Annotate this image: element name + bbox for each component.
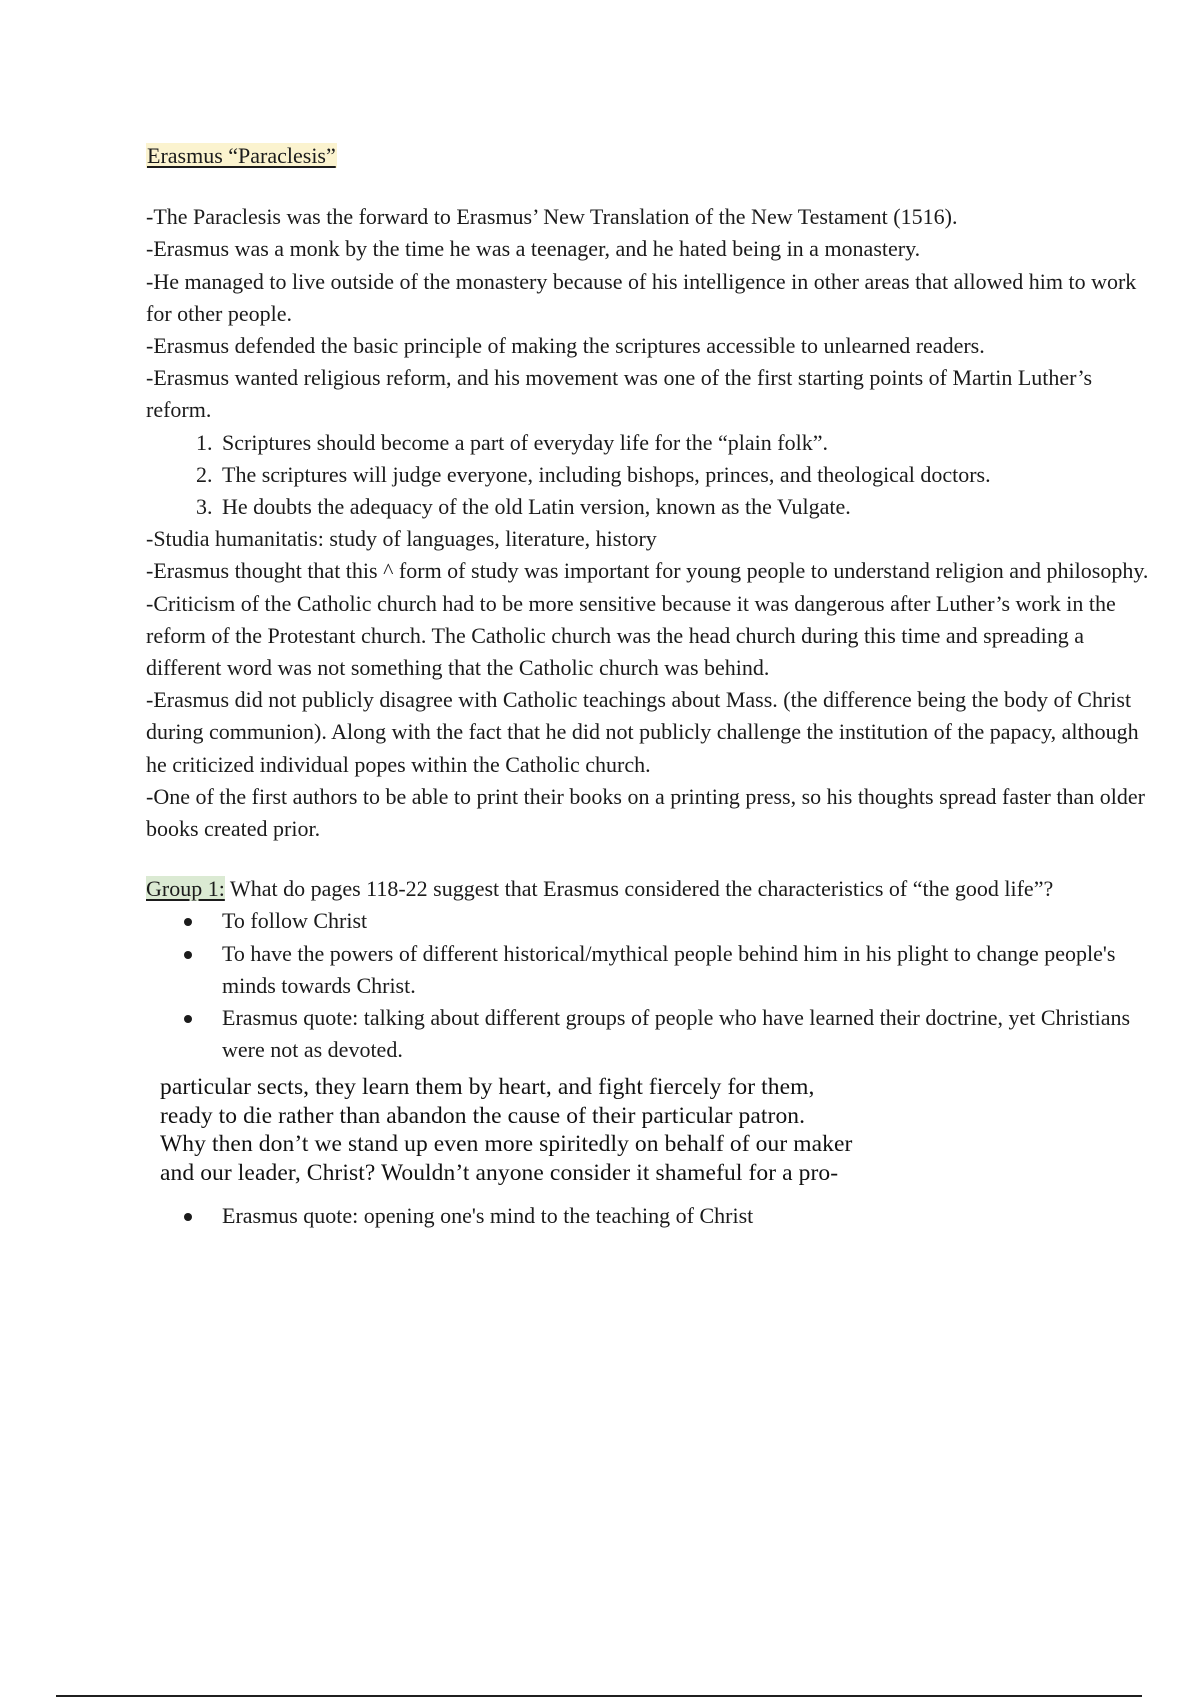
group-question [146,873,1156,905]
numbered-list-item: 2. The scriptures will judge everyone, including bishops, princes, and theological doctors. [218,459,1156,491]
page-bottom-divider [56,1695,1142,1697]
quote-line: ready to die rather than abandon the cause of their particular patron. [160,1102,806,1129]
bullet-item: Erasmus quote: opening one's mind to the teaching of Christ [218,1200,1156,1232]
note-line: -He managed to live outside of the monastery because of his intelligence in other areas that allowed him to work for other people. [146,268,1137,326]
note-line: -Erasmus defended the basic principle of making the scriptures accessible to unlearned readers. [146,333,985,359]
group-bullet-list [146,905,1156,1066]
note-line: -Erasmus was a monk by the time he was a teenager, and he hated being in a monastery. [146,236,921,262]
numbered-list [146,427,1156,524]
quote-excerpt-image [160,1073,880,1190]
group-bullet-list-continued [146,1200,1156,1232]
document-page [146,140,1156,1233]
quote-line: particular sects, they learn them by heart, and fight fiercely for them, [160,1074,815,1101]
note-line: -Erasmus did not publicly disagree with Catholic teachings about Mass. (the difference being the body of Christ during communion). Along with the fact that he did not publicly challenge the institution of the papacy, although he criticized individual popes within the Catholic church. [146,687,1139,777]
group-label: Group 1: [146,876,225,902]
note-line: -Studia humanitatis: study of languages, literature, history [146,526,657,552]
note-line: -One of the first authors to be able to print their books on a printing press, so his thoughts spread faster than older books created prior. [146,783,1145,842]
note-line: -Erasmus wanted religious reform, and his movement was one of the first starting points of Martin Luther’s reform. [146,365,1092,423]
group-question-text: What do pages 118-22 suggest that Erasmus considered the characteristics of “the good life”? [224,876,1054,902]
bullet-item: To follow Christ [218,905,1156,937]
note-line: -Erasmus thought that this ^ form of study was important for young people to understand religion and philosophy. [146,558,1149,584]
title-highlight: Erasmus “Paraclesis” [147,143,336,168]
note-line: -The Paraclesis was the forward to Erasmus’ New Translation of the New Testament (1516). [146,204,958,230]
numbered-list-item: 1. Scriptures should become a part of everyday life for the “plain folk”. [218,427,1156,459]
note-line: -Criticism of the Catholic church had to be more sensitive because it was dangerous after Luther’s work in the reform of the Protestant church. The Catholic church was the head church during this time and spreading a different word was not something that the Catholic church was behind. [146,590,1116,681]
document-title [146,140,1156,172]
quote-line: and our leader, Christ? Wouldn’t anyone consider it shameful for a pro- [160,1159,839,1186]
numbered-list-item: 3. He doubts the adequacy of the old Latin version, known as the Vulgate. [218,491,1156,523]
bullet-item: Erasmus quote: talking about different groups of people who have learned their doctrine, yet Christians were not as devoted. [218,1002,1156,1066]
quote-line: Why then don’t we stand up even more spiritedly on behalf of our maker [160,1131,853,1158]
bullet-item: To have the powers of different historical/mythical people behind him in his plight to change people's minds towards Christ. [218,938,1156,1002]
